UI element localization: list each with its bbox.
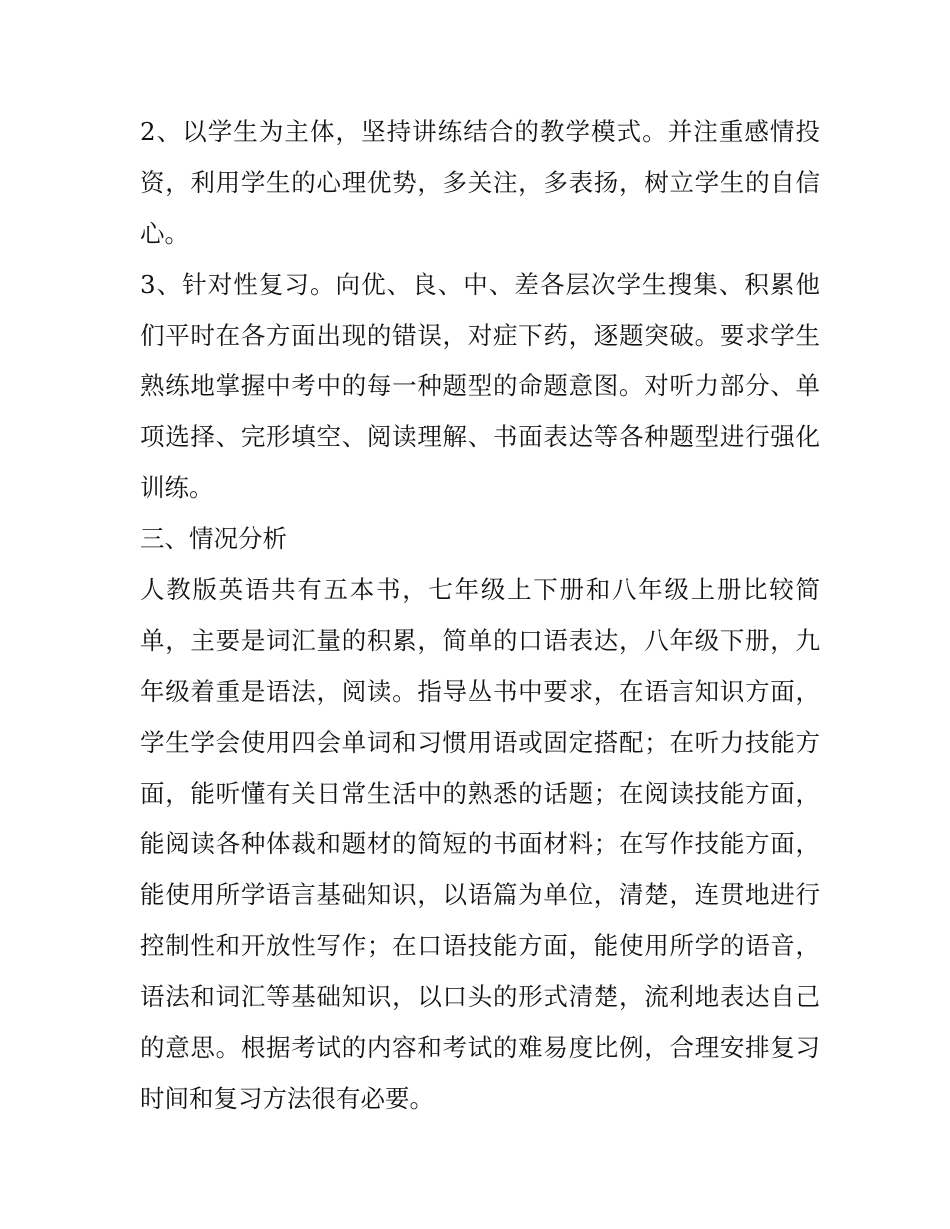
document-body	[140, 107, 820, 1125]
text-line: 资，利用学生的心理优势，多关注，多表扬，树立学生的自信	[140, 167, 820, 197]
text-line: 人教版英语共有五本书，七年级上下册和八年级上册比较简	[140, 575, 820, 605]
text-line: 年级着重是语法，阅读。指导丛书中要求，在语言知识方面，	[140, 676, 820, 706]
text-line: 能阅读各种体裁和题材的简短的书面材料；在写作技能方面，	[140, 829, 820, 859]
text-line: 单，主要是词汇量的积累，简单的口语表达，八年级下册，九	[140, 625, 820, 655]
text-line: 时间和复习方法很有必要。	[140, 1083, 434, 1113]
text-line: 语法和词汇等基础知识，以口头的形式清楚，流利地表达自己	[140, 982, 820, 1012]
text-line: 心。	[140, 218, 189, 248]
text-line: 熟练地掌握中考中的每一种题型的命题意图。对听力部分、单	[140, 371, 820, 401]
text-line: 2、以学生为主体，坚持讲练结合的教学模式。并注重感情投	[140, 117, 820, 146]
text-line: 学生学会使用四会单词和习惯用语或固定搭配；在听力技能方	[140, 727, 820, 757]
text-line: 训练。	[140, 473, 214, 503]
text-line: 3、针对性复习。向优、良、中、差各层次学生搜集、积累他	[140, 269, 820, 299]
section-heading: 三、情况分析	[140, 524, 287, 554]
text-line: 们平时在各方面出现的错误，对症下药，逐题突破。要求学生	[140, 320, 820, 350]
text-line: 控制性和开放性写作；在口语技能方面，能使用所学的语音，	[140, 931, 820, 961]
text-line: 的意思。根据考试的内容和考试的难易度比例，合理安排复习	[140, 1033, 820, 1063]
text-line: 项选择、完形填空、阅读理解、书面表达等各种题型进行强化	[140, 422, 820, 452]
text-line: 能使用所学语言基础知识，以语篇为单位，清楚，连贯地进行	[140, 880, 820, 910]
text-line: 面，能听懂有关日常生活中的熟悉的话题；在阅读技能方面，	[140, 778, 820, 808]
